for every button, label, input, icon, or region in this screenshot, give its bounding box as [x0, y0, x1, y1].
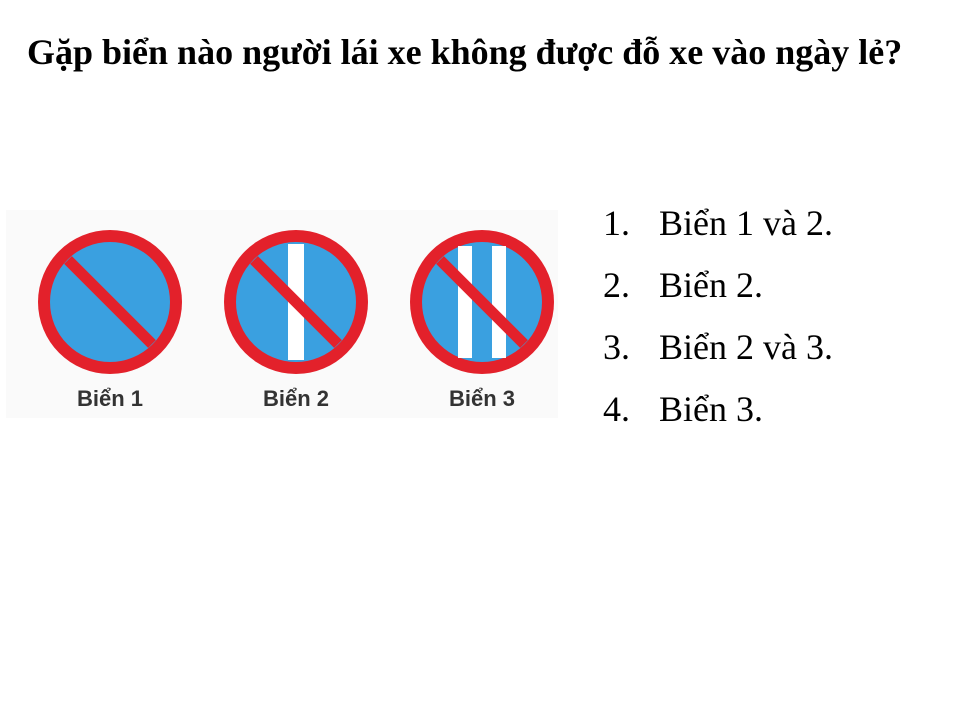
no-parking-even-days-sign-icon [402, 222, 562, 382]
question-text: Gặp biển nào người lái xe không được đỗ xe vào ngày lẻ? [27, 32, 903, 72]
option-2[interactable] [603, 254, 833, 316]
option-2-text: Biển 2. [659, 265, 763, 305]
option-3-number: 3. [603, 327, 630, 367]
option-3-text: Biển 2 và 3. [659, 327, 833, 367]
sign-1-label: Biển 1 [76, 386, 144, 411]
no-parking-odd-days-sign-icon [216, 222, 376, 382]
sign-1 [30, 222, 190, 412]
option-1-number: 1. [603, 203, 630, 243]
option-3[interactable] [603, 316, 833, 378]
option-4-text: Biển 3. [659, 389, 763, 429]
sign-2 [216, 222, 376, 412]
no-parking-sign-icon [30, 222, 190, 382]
sign-3 [402, 222, 562, 412]
sign-2-label: Biển 2 [262, 386, 330, 411]
option-1-text: Biển 1 và 2. [659, 203, 833, 243]
option-2-number: 2. [603, 265, 630, 305]
signs-image [6, 210, 558, 418]
option-4[interactable] [603, 378, 833, 440]
sign-3-label: Biển 3 [448, 386, 516, 411]
option-4-number: 4. [603, 389, 630, 429]
option-1[interactable] [603, 192, 833, 254]
answer-options [603, 192, 833, 440]
